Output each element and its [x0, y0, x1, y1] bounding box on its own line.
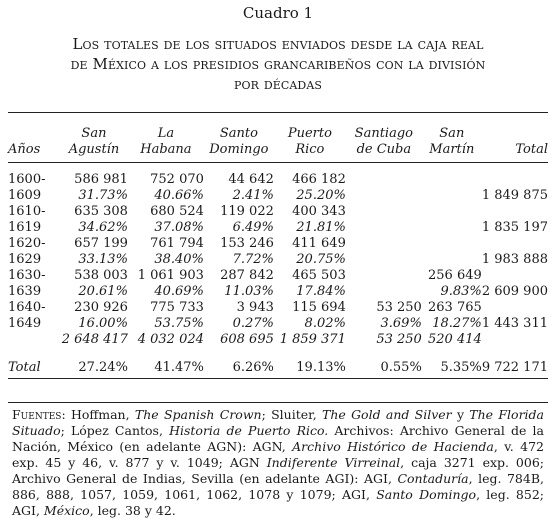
total-label: Total — [8, 360, 41, 375]
pct-san-martin — [422, 252, 482, 268]
year-start: 1600- — [8, 172, 46, 187]
pct-santo-domingo: 0.27% — [232, 316, 274, 331]
total-pct-puerto-rico: 19.13% — [296, 360, 346, 375]
amount-la-habana: 761 794 — [150, 236, 204, 251]
total-pct-la-habana: 41.47% — [154, 360, 204, 375]
amount-puerto-rico: 466 182 — [292, 172, 346, 187]
header-total: Total — [515, 142, 548, 157]
sum-santo-domingo: 608 695 — [220, 332, 274, 347]
pct-la-habana: 38.40% — [154, 252, 204, 267]
sum-san-martin: 520 414 — [428, 332, 482, 347]
amount-san-martin: 256 649 — [428, 268, 482, 283]
total-pct-san-agustin: 27.24% — [78, 360, 128, 375]
amount-santo-domingo: 3 943 — [236, 300, 274, 315]
decade-total: 1 849 875 — [481, 188, 548, 203]
pct-puerto-rico: 25.20% — [296, 188, 346, 203]
table-title-line-3: por décadas — [233, 75, 323, 93]
sources-note: Fuentes: Hoffman, The Spanish Crown; Sluiter, The Gold and Silver y The Florida Situado; López Cantos, Historia de Puerto Rico. Archivos: Archivo General de la Nación, México (en adelante AGN): AGN, Archivo Histórico de Hacienda, v. 472 exp. 45 y 46, v. 877 y v. 1049; AGN Indiferente Virreinal, caja 3271 exp. 006; Archivo General de Indias, Sevilla (en adelante AGI): AGI, Contaduría, leg. 784B, 886, 888, 1057, 1059, 1061, 1062, 1078 y 1079; AGI, Santo Domingo, leg. 852; AGI, México, leg. 38 y 42. — [12, 407, 545, 518]
header-row — [8, 118, 548, 158]
amount-san-martin — [422, 172, 482, 188]
sources-label: Fuentes: — [12, 407, 66, 422]
pct-santo-domingo: 2.41% — [232, 188, 274, 203]
pct-san-martin — [422, 188, 482, 204]
pct-san-agustin: 16.00% — [78, 316, 128, 331]
amount-santo-domingo: 287 842 — [220, 268, 274, 283]
amount-santiago-de-cuba — [346, 172, 422, 188]
amount-puerto-rico: 115 694 — [292, 300, 346, 315]
pct-santiago-de-cuba — [346, 284, 422, 300]
amount-santiago-de-cuba — [346, 268, 422, 284]
pct-santo-domingo: 6.49% — [232, 220, 274, 235]
amount-puerto-rico: 465 503 — [292, 268, 346, 283]
sum-la-habana: 4 032 024 — [137, 332, 204, 347]
year-start: 1640- — [8, 300, 46, 315]
sums-row — [8, 332, 548, 348]
table-row — [8, 252, 548, 268]
decade-total: 1 443 311 — [481, 316, 548, 331]
total-pct-san-martin: 5.35% — [440, 360, 482, 375]
amount-san-agustin: 657 199 — [74, 236, 128, 251]
amount-la-habana: 680 524 — [150, 204, 204, 219]
total-pct-santo-domingo: 6.26% — [232, 360, 274, 375]
amount-santiago-de-cuba — [346, 236, 422, 252]
table-row — [8, 236, 548, 252]
table-row — [8, 316, 548, 332]
pct-santiago-de-cuba — [346, 252, 422, 268]
decade-total: 2 609 900 — [481, 284, 548, 299]
sum-puerto-rico: 1 859 371 — [279, 332, 346, 347]
pct-la-habana: 40.66% — [154, 188, 204, 203]
table-caption: Cuadro 1 — [242, 4, 314, 22]
table-title-line-2: de México a los presidios grancaribeños con la división — [70, 55, 486, 73]
pct-puerto-rico: 21.81% — [296, 220, 346, 235]
table-row — [8, 220, 548, 236]
pct-puerto-rico: 20.75% — [296, 252, 346, 267]
pct-santiago-de-cuba — [346, 188, 422, 204]
amount-san-agustin: 586 981 — [74, 172, 128, 187]
pct-san-agustin: 34.62% — [78, 220, 128, 235]
year-start: 1620- — [8, 236, 46, 251]
header-la-habana: La Habana — [140, 126, 192, 157]
pct-san-martin: 18.27% — [432, 316, 482, 331]
pct-la-habana: 40.69% — [154, 284, 204, 299]
year-end: 1609 — [8, 188, 42, 203]
pct-santiago-de-cuba — [346, 220, 422, 236]
amount-san-martin: 263 765 — [428, 300, 482, 315]
header-puerto-rico: Puerto Rico — [287, 126, 332, 157]
year-end: 1629 — [8, 252, 42, 267]
header-san-agustin: San Agustín — [68, 126, 120, 157]
table-row — [8, 300, 548, 316]
grand-total: 9 722 171 — [481, 360, 548, 375]
table-row — [8, 204, 548, 220]
amount-puerto-rico: 411 649 — [292, 236, 346, 251]
table-title-line-1: Los totales de los situados enviados desde la caja real — [72, 35, 484, 53]
pct-la-habana: 37.08% — [154, 220, 204, 235]
table-row — [8, 172, 548, 188]
pct-santo-domingo: 7.72% — [232, 252, 274, 267]
pct-san-agustin: 33.13% — [78, 252, 128, 267]
table-row — [8, 268, 548, 284]
top-rule — [8, 112, 548, 113]
year-end: 1619 — [8, 220, 42, 235]
amount-santo-domingo: 44 642 — [228, 172, 274, 187]
header-santiago-de-cuba: Santiago de Cuba — [354, 126, 413, 157]
sums-rule — [8, 378, 548, 379]
amount-san-agustin: 635 308 — [74, 204, 128, 219]
year-end: 1649 — [8, 316, 42, 331]
pct-la-habana: 53.75% — [154, 316, 204, 331]
sum-san-agustin: 2 648 417 — [61, 332, 128, 347]
amount-san-agustin: 230 926 — [74, 300, 128, 315]
pct-santiago-de-cuba: 3.69% — [380, 316, 422, 331]
amount-santo-domingo: 153 246 — [220, 236, 274, 251]
bottom-rule — [8, 402, 548, 403]
pct-san-martin — [422, 220, 482, 236]
header-years: Años — [8, 142, 41, 157]
pct-puerto-rico: 8.02% — [304, 316, 346, 331]
header-san-martin: San Martín — [429, 126, 475, 157]
decade-total: 1 983 888 — [481, 252, 548, 267]
pct-san-agustin: 31.73% — [78, 188, 128, 203]
amount-puerto-rico: 400 343 — [292, 204, 346, 219]
amount-santo-domingo: 119 022 — [220, 204, 274, 219]
decade-total: 1 835 197 — [481, 220, 548, 235]
pct-san-agustin: 20.61% — [78, 284, 128, 299]
amount-la-habana: 752 070 — [150, 172, 204, 187]
total-pct-santiago-de-cuba: 0.55% — [380, 360, 422, 375]
amount-san-agustin: 538 003 — [74, 268, 128, 283]
pct-san-martin: 9.83% — [440, 284, 482, 299]
header-santo-domingo: Santo Domingo — [209, 126, 269, 157]
amount-san-martin — [422, 236, 482, 252]
amount-santiago-de-cuba: 53 250 — [376, 300, 422, 315]
year-start: 1630- — [8, 268, 46, 283]
table-row — [8, 284, 548, 300]
pct-santo-domingo: 11.03% — [224, 284, 274, 299]
total-row — [8, 360, 548, 376]
sum-santiago-de-cuba: 53 250 — [376, 332, 422, 347]
year-end: 1639 — [8, 284, 42, 299]
amount-san-martin — [422, 204, 482, 220]
data-table — [8, 118, 548, 376]
amount-santiago-de-cuba — [346, 204, 422, 220]
amount-la-habana: 1 061 903 — [137, 268, 204, 283]
pct-puerto-rico: 17.84% — [296, 284, 346, 299]
amount-la-habana: 775 733 — [150, 300, 204, 315]
table-row — [8, 188, 548, 204]
year-start: 1610- — [8, 204, 46, 219]
